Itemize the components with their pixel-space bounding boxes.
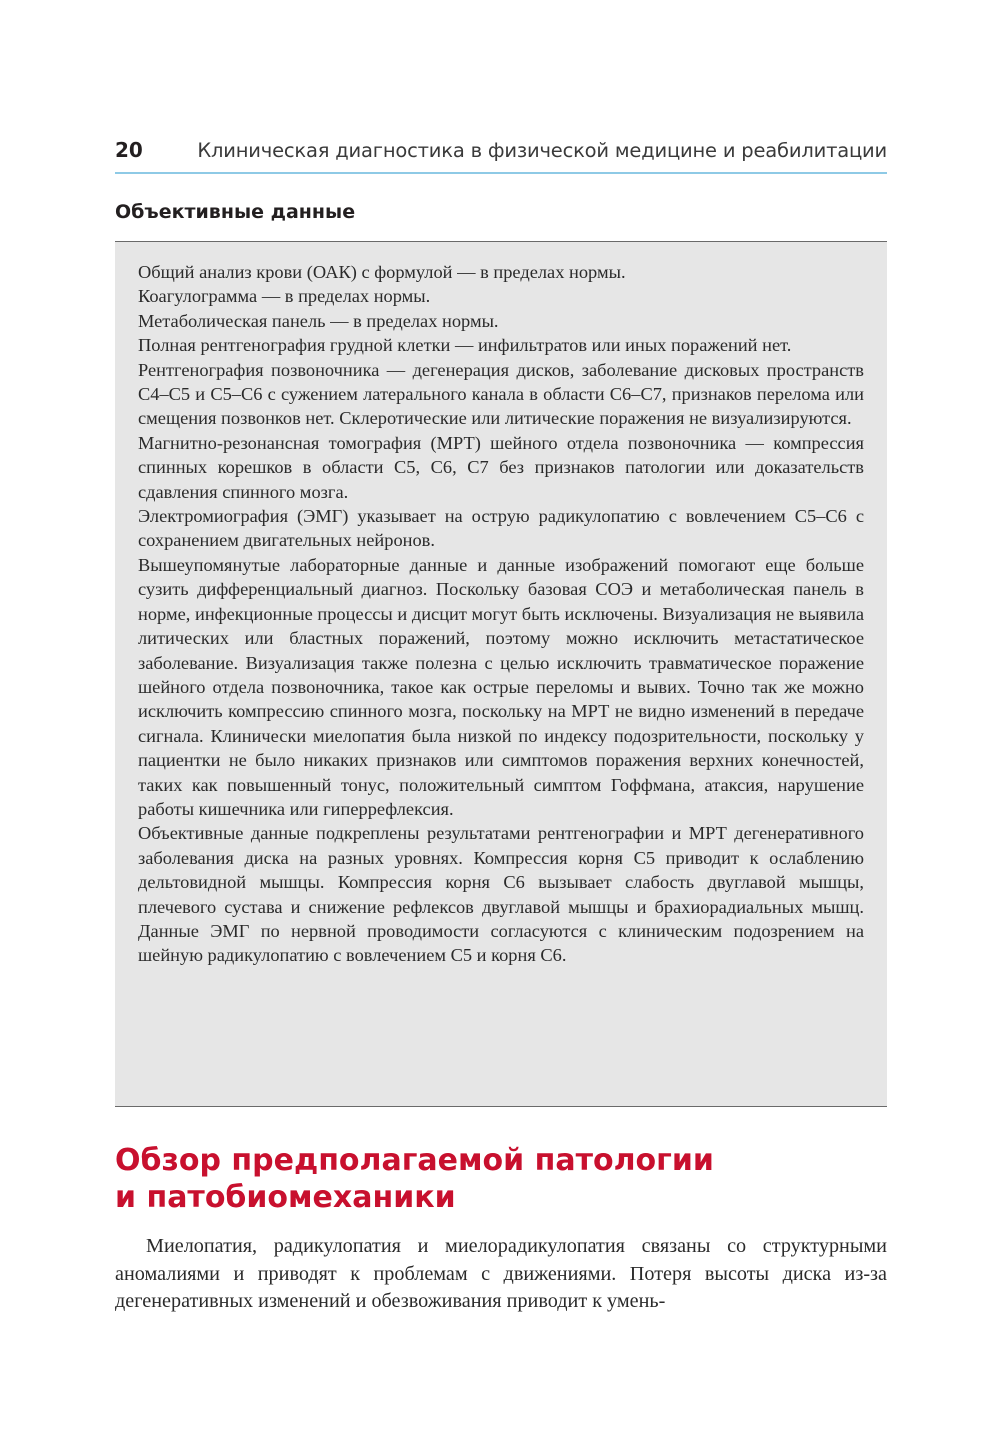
objective-paragraph: Полная рентгенография грудной клетки — инфильтратов или иных поражений нет. xyxy=(138,335,792,356)
objective-paragraph: Вышеупомянутые лабораторные данные и данные изображений помогают еще больше сузить дифференциальный диагноз. Поскольку базовая СОЭ и метаболическая панель в норме, инфекционные процессы и дисцит могут быть исключены. Визуализация не выявила литических или бластных поражений, поэтому можно исключить метастатическое заболевание. Визуализация также полезна с целью исключить травматическое поражение шейного отдела позвоночника, такое как острые переломы и вывих. Точно так же можно исключить компрессию спинного мозга, поскольку на МРТ не видно изменений в передаче сигнала. Клинически миелопатия была низкой по индексу подозрительности, поскольку у пациентки не было никаких признаков или симптомов поражения верхних конечностей, таких как повышенный тонус, положительный симптом Гоффмана, атаксия, нарушение работы кишечника или гиперрефлексия. xyxy=(138,554,864,819)
objective-data-box xyxy=(115,241,887,1107)
running-head xyxy=(115,138,887,170)
header-divider xyxy=(115,172,887,174)
section-heading xyxy=(115,1142,887,1216)
objective-paragraph: Рентгенография позвоночника — дегенерация дисков, заболевание дисковых пространств С4–С5 и С5–С6 с сужением латерального канала в области С6–С7, признаков перелома или смещения позвонков нет. Склеротические или литические поражения не визуализируются. xyxy=(138,359,864,429)
section-heading-line: и патобиомеханики xyxy=(115,1180,456,1215)
objective-paragraph: Магнитно-резонансная томография (МРТ) шейного отдела позвоночника — компрессия спинных корешков в области С5, С6, С7 без признаков патологии или доказательств сдавления спинного мозга. xyxy=(138,432,864,502)
section-label: Объективные данные xyxy=(115,201,356,223)
body-paragraph: Миелопатия, радикулопатия и миелорадикулопатия связаны со структурными аномалиями и приводят к проблемам с движениями. Потеря высоты диска из-за дегенеративных изменений и обезвоживания приводит к умень- xyxy=(115,1235,887,1312)
objective-paragraph: Объективные данные подкреплены результатами рентгенографии и МРТ дегенеративного заболевания диска на разных уровнях. Компрессия корня С5 приводит к ослаблению дельтовидной мышцы. Компрессия корня С6 вызывает слабость двуглавой мышцы, плечевого сустава и снижение рефлексов двуглавой мышцы и брахиорадиальных мышц. Данные ЭМГ по нервной проводимости согласуются с клиническим подозрением на шейную радикулопатию с вовлечением С5 и корня С6. xyxy=(138,823,864,966)
objective-paragraph: Коагулограмма — в пределах нормы. xyxy=(138,286,431,307)
objective-paragraph: Электромиография (ЭМГ) указывает на острую радикулопатию с вовлечением С5–С6 с сохранением двигательных нейронов. xyxy=(138,506,864,551)
objective-paragraph: Общий анализ крови (ОАК) с формулой — в пределах нормы. xyxy=(138,262,626,282)
objective-paragraph: Метаболическая панель — в пределах нормы. xyxy=(138,310,499,331)
running-title: Клиническая диагностика в физической медицине и реабилитации xyxy=(197,139,887,162)
section-heading-line: Обзор предполагаемой патологии xyxy=(115,1143,714,1178)
page-number: 20 xyxy=(115,138,143,162)
